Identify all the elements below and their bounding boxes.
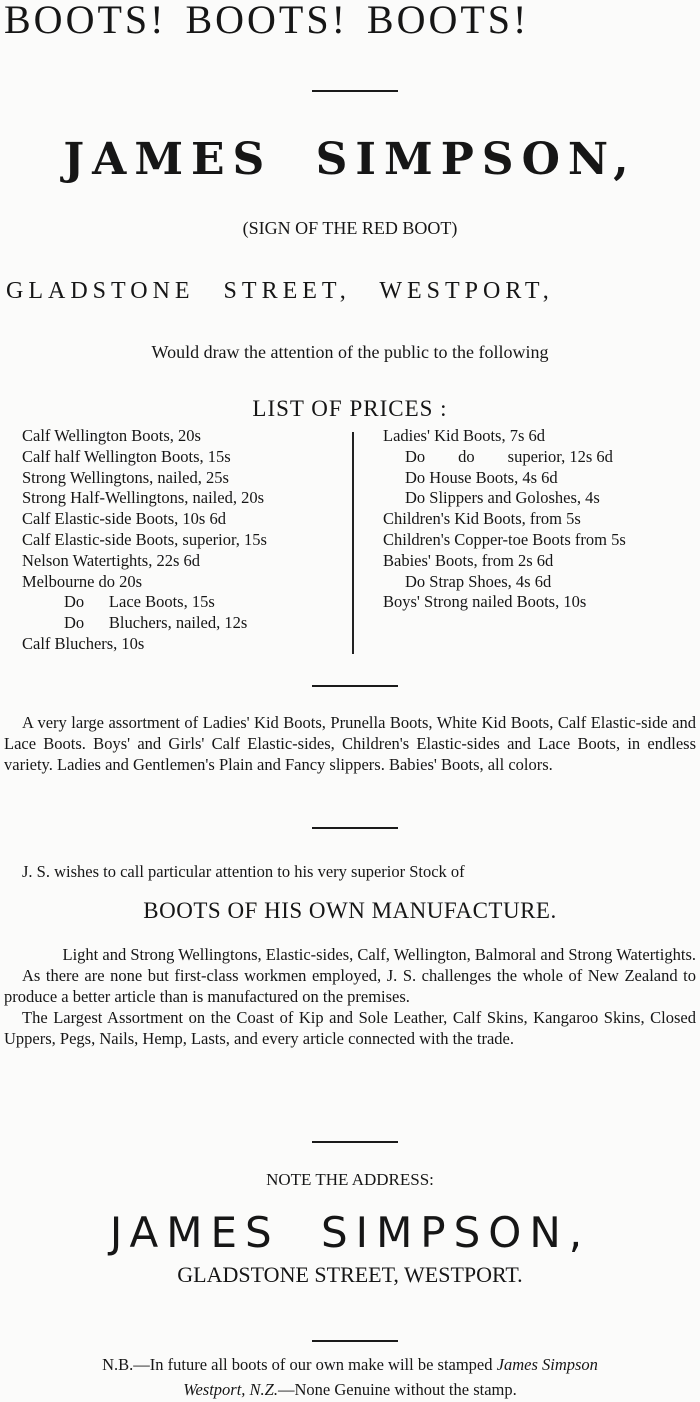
list-title: LIST OF PRICES : bbox=[252, 396, 448, 421]
price-item: Do Slippers and Goloshes, 4s bbox=[405, 488, 600, 508]
assortment-text: A very large assortment of Ladies' Kid Boots, Prunella Boots, White Kid Boots, Calf Elastic-side and Lace Boots. Boys' and Girls' Calf Elastic-sides, Children's Elastic-sides and Lace Boots, in endless variety. Ladies and Gentlemen's Plain and Fancy slippers. Babies' Boots, all colors. bbox=[4, 713, 696, 774]
price-item: Calf Wellington Boots, 20s bbox=[22, 426, 201, 445]
divider-rule bbox=[312, 1340, 398, 1342]
shop-sign: (SIGN OF THE RED BOOT) bbox=[242, 218, 458, 238]
manufacture-heading: BOOTS OF HIS OWN MANUFACTURE. bbox=[143, 898, 557, 923]
manufacture-text: Light and Strong Wellingtons, Elastic-sides, Calf, Wellington, Balmoral and Strong Watertights. bbox=[62, 945, 696, 964]
merchant-name: JAMES SIMPSON, bbox=[63, 134, 637, 185]
attention-text: J. S. wishes to call particular attention to his very superior Stock of bbox=[22, 862, 465, 881]
manufacture-text: The Largest Assortment on the Coast of Kip and Sole Leather, Calf Skins, Kangaroo Skins, Closed Uppers, Pegs, Nails, Hemp, Lasts, and every article connected with the trade. bbox=[4, 1008, 696, 1048]
price-item: Ladies' Kid Boots, 7s 6d bbox=[383, 426, 546, 445]
price-item: Calf Bluchers, 10s bbox=[22, 633, 145, 653]
price-item: Do Lace Boots, 15s bbox=[64, 592, 215, 612]
price-item: Do do superior, 12s 6d bbox=[405, 446, 613, 466]
merchant-name-footer: JAMES SIMPSON, bbox=[109, 1208, 591, 1257]
price-item: Do Strap Shoes, 4s 6d bbox=[405, 571, 552, 591]
price-item: Children's Copper-toe Boots from 5s bbox=[383, 529, 626, 549]
nb-suffix: —None Genuine without the stamp. bbox=[277, 1380, 517, 1399]
nb-prefix: N.B.—In future all boots of our own make will be stamped bbox=[102, 1355, 497, 1374]
price-item: Calf half Wellington Boots, 15s bbox=[22, 446, 231, 466]
price-item: Do House Boots, 4s 6d bbox=[405, 467, 558, 487]
nb-notice bbox=[4, 1352, 696, 1402]
price-item: Nelson Watertights, 22s 6d bbox=[22, 550, 201, 570]
price-item: Children's Kid Boots, from 5s bbox=[383, 509, 581, 529]
intro-text: Would draw the attention of the public to the following bbox=[151, 342, 549, 362]
column-divider bbox=[352, 432, 354, 654]
manufacture-paragraphs bbox=[4, 944, 696, 1049]
note-address: NOTE THE ADDRESS: bbox=[266, 1170, 434, 1189]
price-item: Melbourne do 20s bbox=[22, 571, 143, 591]
assortment-paragraph bbox=[4, 712, 696, 775]
price-item: Strong Wellingtons, nailed, 25s bbox=[22, 467, 229, 487]
divider-rule bbox=[312, 1141, 398, 1143]
footer-address: GLADSTONE STREET, WESTPORT. bbox=[177, 1262, 523, 1287]
divider-rule bbox=[312, 827, 398, 829]
nb-stamp-place: Westport, N.Z. bbox=[183, 1380, 278, 1399]
price-item: Strong Half-Wellingtons, nailed, 20s bbox=[22, 488, 265, 508]
price-item: Boys' Strong nailed Boots, 10s bbox=[383, 592, 587, 612]
price-item: Do Bluchers, nailed, 12s bbox=[64, 613, 248, 633]
price-item: Calf Elastic-side Boots, superior, 15s bbox=[22, 529, 267, 549]
divider-rule bbox=[312, 90, 398, 92]
divider-rule bbox=[312, 685, 398, 687]
price-list-left bbox=[22, 426, 267, 655]
price-list-right bbox=[383, 426, 626, 613]
price-item: Calf Elastic-side Boots, 10s 6d bbox=[22, 509, 226, 529]
nb-stamp-name: James Simpson bbox=[496, 1355, 598, 1374]
street-address: GLADSTONE STREET, WESTPORT, bbox=[6, 278, 554, 304]
manufacture-text: As there are none but first-class workmen employed, J. S. challenges the whole of New Zealand to produce a better article than is manufactured on the premises. bbox=[4, 966, 696, 1006]
headline: BOOTS! BOOTS! BOOTS! bbox=[4, 0, 530, 42]
price-item: Babies' Boots, from 2s 6d bbox=[383, 550, 554, 570]
